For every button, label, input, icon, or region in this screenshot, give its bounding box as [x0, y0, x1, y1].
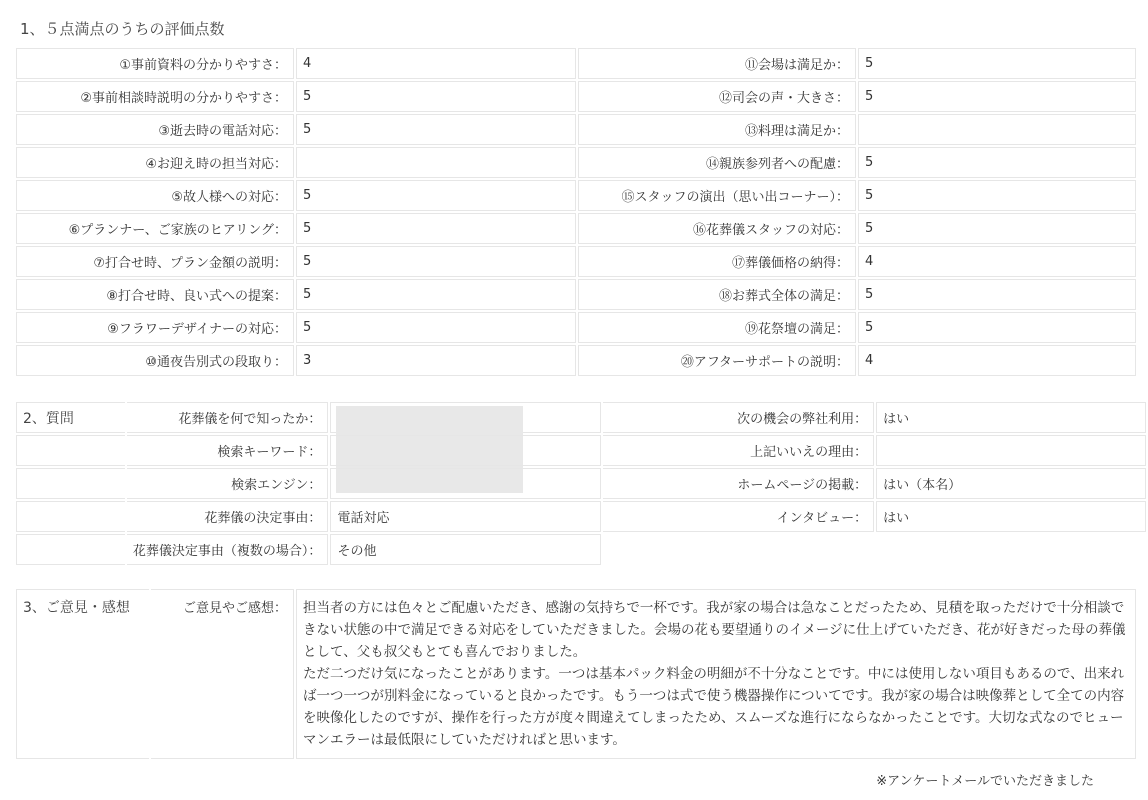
rating-row — [16, 213, 1136, 244]
section1-title: 1、５点満点のうちの評価点数 — [20, 20, 225, 38]
rating-label: ⑬料理は満足か： — [578, 114, 856, 145]
question-label: 次の機会の弊社利用： — [603, 402, 874, 433]
question-value — [330, 402, 601, 433]
comment-text: 担当者の方には色々とご配慮いただき、感謝の気持ちで一杯です。我が家の場合は急なことだったため、見積を取っただけで十分相談できない状態の中で満足できる対応をしていただきました。会場の花も要望通りのイメージに仕上げていただき、花が好きだった母の葬儀として、父も叔父もとても喜んでおりました。 ただ二つだけ気になったことがあります。一つは基本パック料金の明細が不十分なことです。中には使用しない項目もあるので、出来れば一つ一つが別料金になっていると良かったです。もう一つは式で使う機器操作についてです。我が家の場合は映像葬として全ての内容を映像化したのですが、操作を行った方が度々間違えてしまったため、スムーズな進行にならなかったことです。大切な式なのでヒューマンエラーは最低限にしていただければと思います。 — [296, 589, 1136, 759]
rating-row — [16, 180, 1136, 211]
question-label: 検索エンジン： — [127, 468, 329, 499]
rating-value: 5 — [296, 279, 576, 310]
question-label: 検索キーワード： — [127, 435, 329, 466]
comment-label: ご意見やご感想： — [151, 589, 294, 759]
empty-cell — [603, 534, 874, 565]
rating-value: 5 — [858, 48, 1136, 79]
rating-label: ⑱お葬式全体の満足： — [578, 279, 856, 310]
rating-row — [16, 48, 1136, 79]
rating-value — [296, 147, 576, 178]
question-value: その他 — [330, 534, 601, 565]
question-row — [16, 402, 1146, 433]
rating-label: ⑳アフターサポートの説明： — [578, 345, 856, 376]
rating-row — [16, 147, 1136, 178]
question-label: 花葬儀を何で知ったか： — [127, 402, 329, 433]
rating-value: 5 — [296, 213, 576, 244]
rating-row — [16, 279, 1136, 310]
question-value: はい — [876, 501, 1146, 532]
comment-table — [14, 587, 1138, 761]
comment-row — [16, 589, 1136, 759]
question-row — [16, 435, 1146, 466]
rating-row — [16, 345, 1136, 376]
question-row — [16, 501, 1146, 532]
rating-value: 5 — [858, 312, 1136, 343]
rating-value: 4 — [858, 345, 1136, 376]
rating-label: ⑤故人様への対応： — [16, 180, 294, 211]
section2-spacer — [16, 534, 125, 565]
question-label: 上記いいえの理由： — [603, 435, 874, 466]
rating-row — [16, 246, 1136, 277]
section2-spacer — [16, 435, 125, 466]
rating-label: ③逝去時の電話対応： — [16, 114, 294, 145]
rating-value: 5 — [858, 180, 1136, 211]
rating-value: 5 — [858, 213, 1136, 244]
section2-title: 2、質問 — [16, 402, 125, 433]
rating-label: ⑩通夜告別式の段取り： — [16, 345, 294, 376]
rating-value: 5 — [296, 180, 576, 211]
rating-row — [16, 114, 1136, 145]
rating-row — [16, 312, 1136, 343]
rating-label: ⑮スタッフの演出（思い出コーナー）： — [578, 180, 856, 211]
question-value — [330, 435, 601, 466]
rating-label: ⑰葬儀価格の納得： — [578, 246, 856, 277]
question-label: ホームページの掲載： — [603, 468, 874, 499]
rating-value: 5 — [296, 246, 576, 277]
rating-label: ⑦打合せ時、プラン金額の説明： — [16, 246, 294, 277]
rating-label: ⑫司会の声・大きさ： — [578, 81, 856, 112]
rating-table — [14, 46, 1138, 378]
rating-value: 5 — [296, 312, 576, 343]
rating-label: ②事前相談時説明の分かりやすさ： — [16, 81, 294, 112]
rating-value: 5 — [858, 147, 1136, 178]
rating-label: ⑯花葬儀スタッフの対応： — [578, 213, 856, 244]
rating-label: ①事前資料の分かりやすさ： — [16, 48, 294, 79]
rating-row — [16, 81, 1136, 112]
rating-label: ⑧打合せ時、良い式への提案： — [16, 279, 294, 310]
question-label: インタビュー： — [603, 501, 874, 532]
question-value: はい（本名） — [876, 468, 1146, 499]
question-table — [14, 400, 1148, 567]
rating-label: ④お迎え時の担当対応： — [16, 147, 294, 178]
rating-value: 5 — [296, 81, 576, 112]
rating-label: ⑲花祭壇の満足： — [578, 312, 856, 343]
section2-spacer — [16, 468, 125, 499]
rating-value: 5 — [858, 279, 1136, 310]
rating-label: ⑭親族参列者への配慮： — [578, 147, 856, 178]
question-label: 花葬儀決定事由（複数の場合）： — [127, 534, 329, 565]
empty-cell — [876, 534, 1146, 565]
rating-label: ⑨フラワーデザイナーの対応： — [16, 312, 294, 343]
question-row — [16, 468, 1146, 499]
rating-value: 4 — [296, 48, 576, 79]
question-value — [876, 435, 1146, 466]
question-value: はい — [876, 402, 1146, 433]
rating-value — [858, 114, 1136, 145]
question-value: 電話対応 — [330, 501, 601, 532]
question-value — [330, 468, 601, 499]
footer-note: ※アンケートメールでいただきました — [876, 774, 1094, 789]
question-label: 花葬儀の決定事由： — [127, 501, 329, 532]
rating-value: 4 — [858, 246, 1136, 277]
section2-spacer — [16, 501, 125, 532]
section3-title: 3、ご意見・感想 — [16, 589, 149, 759]
rating-value: 5 — [858, 81, 1136, 112]
rating-label: ⑪会場は満足か： — [578, 48, 856, 79]
rating-value: 3 — [296, 345, 576, 376]
rating-label: ⑥プランナー、ご家族のヒアリング： — [16, 213, 294, 244]
rating-value: 5 — [296, 114, 576, 145]
question-row — [16, 534, 1146, 565]
